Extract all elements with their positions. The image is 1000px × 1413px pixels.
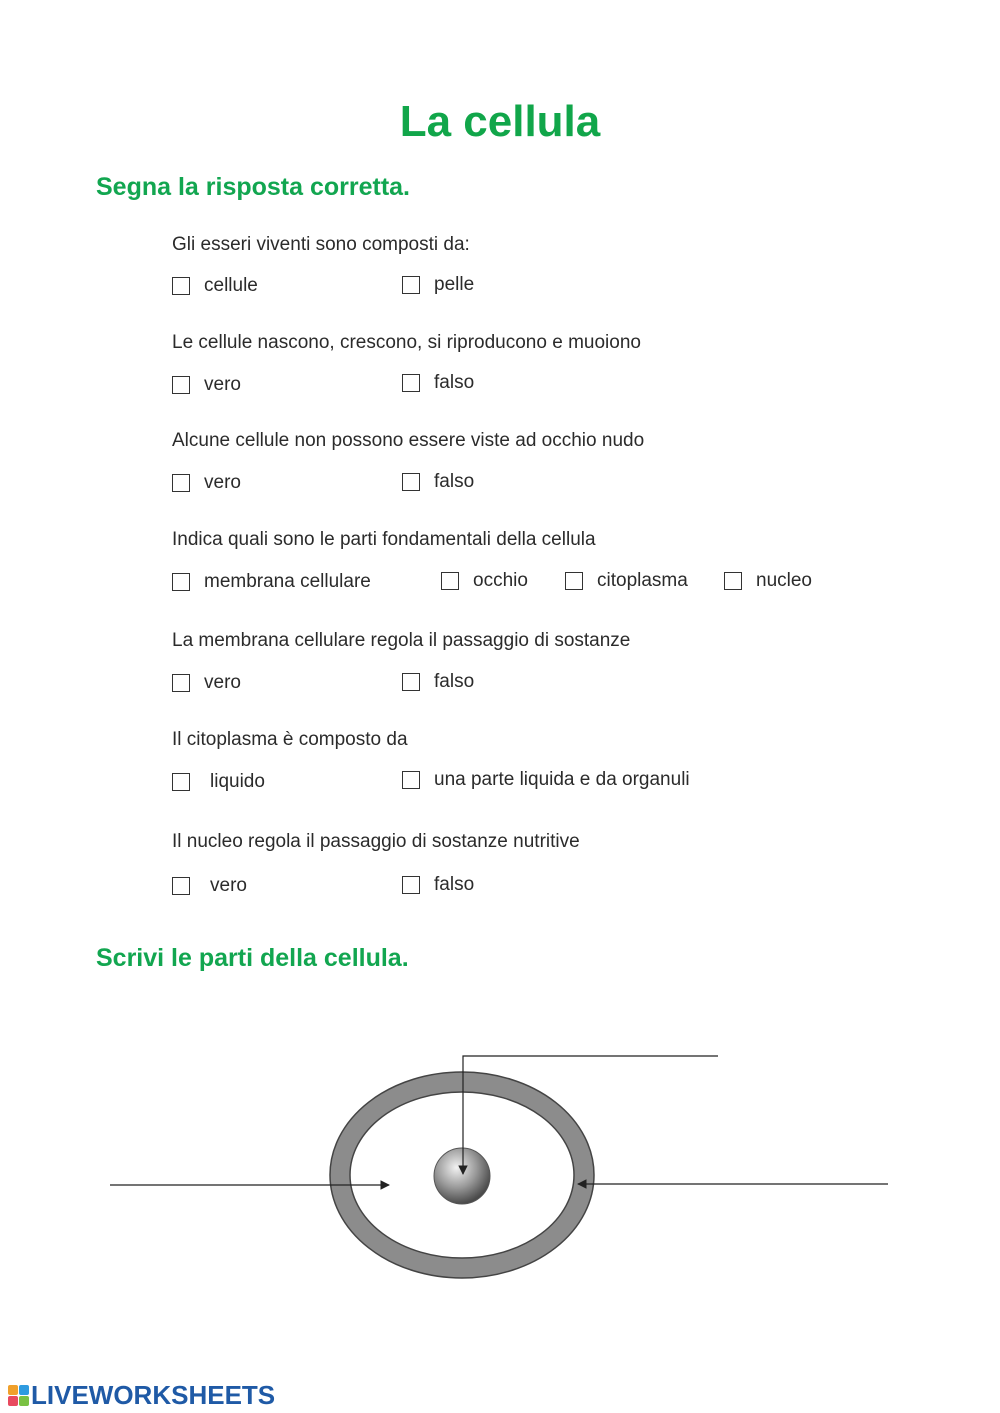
option-2-vero[interactable]: vero bbox=[172, 373, 241, 397]
section-title-diagram: Scrivi le parti della cellula. bbox=[96, 944, 409, 972]
option-1-cellule[interactable]: cellule bbox=[172, 274, 258, 298]
checkbox[interactable] bbox=[402, 771, 420, 789]
footer-brand bbox=[8, 1380, 275, 1410]
checkbox[interactable] bbox=[402, 374, 420, 392]
checkbox[interactable] bbox=[172, 277, 190, 295]
option-3-falso[interactable]: falso bbox=[402, 470, 474, 494]
logo-tile bbox=[8, 1396, 18, 1406]
logo-tile bbox=[19, 1385, 29, 1395]
logo-tile bbox=[8, 1385, 18, 1395]
cell-nucleus bbox=[434, 1148, 490, 1204]
checkbox[interactable] bbox=[402, 673, 420, 691]
liveworksheets-logo-icon bbox=[8, 1385, 29, 1406]
option-4-occhio[interactable]: occhio bbox=[441, 569, 528, 593]
checkbox[interactable] bbox=[172, 474, 190, 492]
option-5-falso[interactable]: falso bbox=[402, 670, 474, 694]
option-3-vero[interactable]: vero bbox=[172, 471, 241, 495]
checkbox[interactable] bbox=[565, 572, 583, 590]
logo-tile bbox=[19, 1396, 29, 1406]
section-title-quiz: Segna la risposta corretta. bbox=[96, 173, 411, 201]
option-4-nucleo[interactable]: nucleo bbox=[724, 569, 812, 593]
checkbox[interactable] bbox=[402, 876, 420, 894]
footer-brand-text: LIVEWORKSHEETS bbox=[31, 1380, 276, 1410]
question-4: Indica quali sono le parti fondamentali della cellula bbox=[172, 529, 596, 550]
option-7-vero[interactable]: vero bbox=[172, 874, 247, 898]
question-3: Alcune cellule non possono essere viste ad occhio nudo bbox=[172, 430, 645, 451]
option-6-liquido[interactable]: liquido bbox=[172, 770, 265, 794]
page-title: La cellula bbox=[399, 97, 601, 146]
checkbox[interactable] bbox=[402, 276, 420, 294]
option-7-falso[interactable]: falso bbox=[402, 873, 474, 897]
checkbox[interactable] bbox=[172, 877, 190, 895]
question-2: Le cellule nascono, crescono, si riproducono e muoiono bbox=[172, 332, 641, 353]
question-6: Il citoplasma è composto da bbox=[172, 729, 408, 750]
question-7: Il nucleo regola il passaggio di sostanze nutritive bbox=[172, 831, 580, 852]
question-1: Gli esseri viventi sono composti da: bbox=[172, 234, 470, 255]
checkbox[interactable] bbox=[441, 572, 459, 590]
checkbox[interactable] bbox=[172, 773, 190, 791]
option-6-parte-liquida[interactable]: una parte liquida e da organuli bbox=[402, 768, 690, 792]
checkbox[interactable] bbox=[172, 573, 190, 591]
checkbox[interactable] bbox=[172, 376, 190, 394]
option-4-membrana[interactable]: membrana cellulare bbox=[172, 570, 371, 594]
checkbox[interactable] bbox=[724, 572, 742, 590]
option-1-pelle[interactable]: pelle bbox=[402, 273, 474, 297]
option-2-falso[interactable]: falso bbox=[402, 371, 474, 395]
option-5-vero[interactable]: vero bbox=[172, 671, 241, 695]
checkbox[interactable] bbox=[172, 674, 190, 692]
cell-diagram bbox=[0, 1000, 1000, 1320]
option-4-citoplasma[interactable]: citoplasma bbox=[565, 569, 688, 593]
question-5: La membrana cellulare regola il passaggio di sostanze bbox=[172, 630, 631, 651]
checkbox[interactable] bbox=[402, 473, 420, 491]
